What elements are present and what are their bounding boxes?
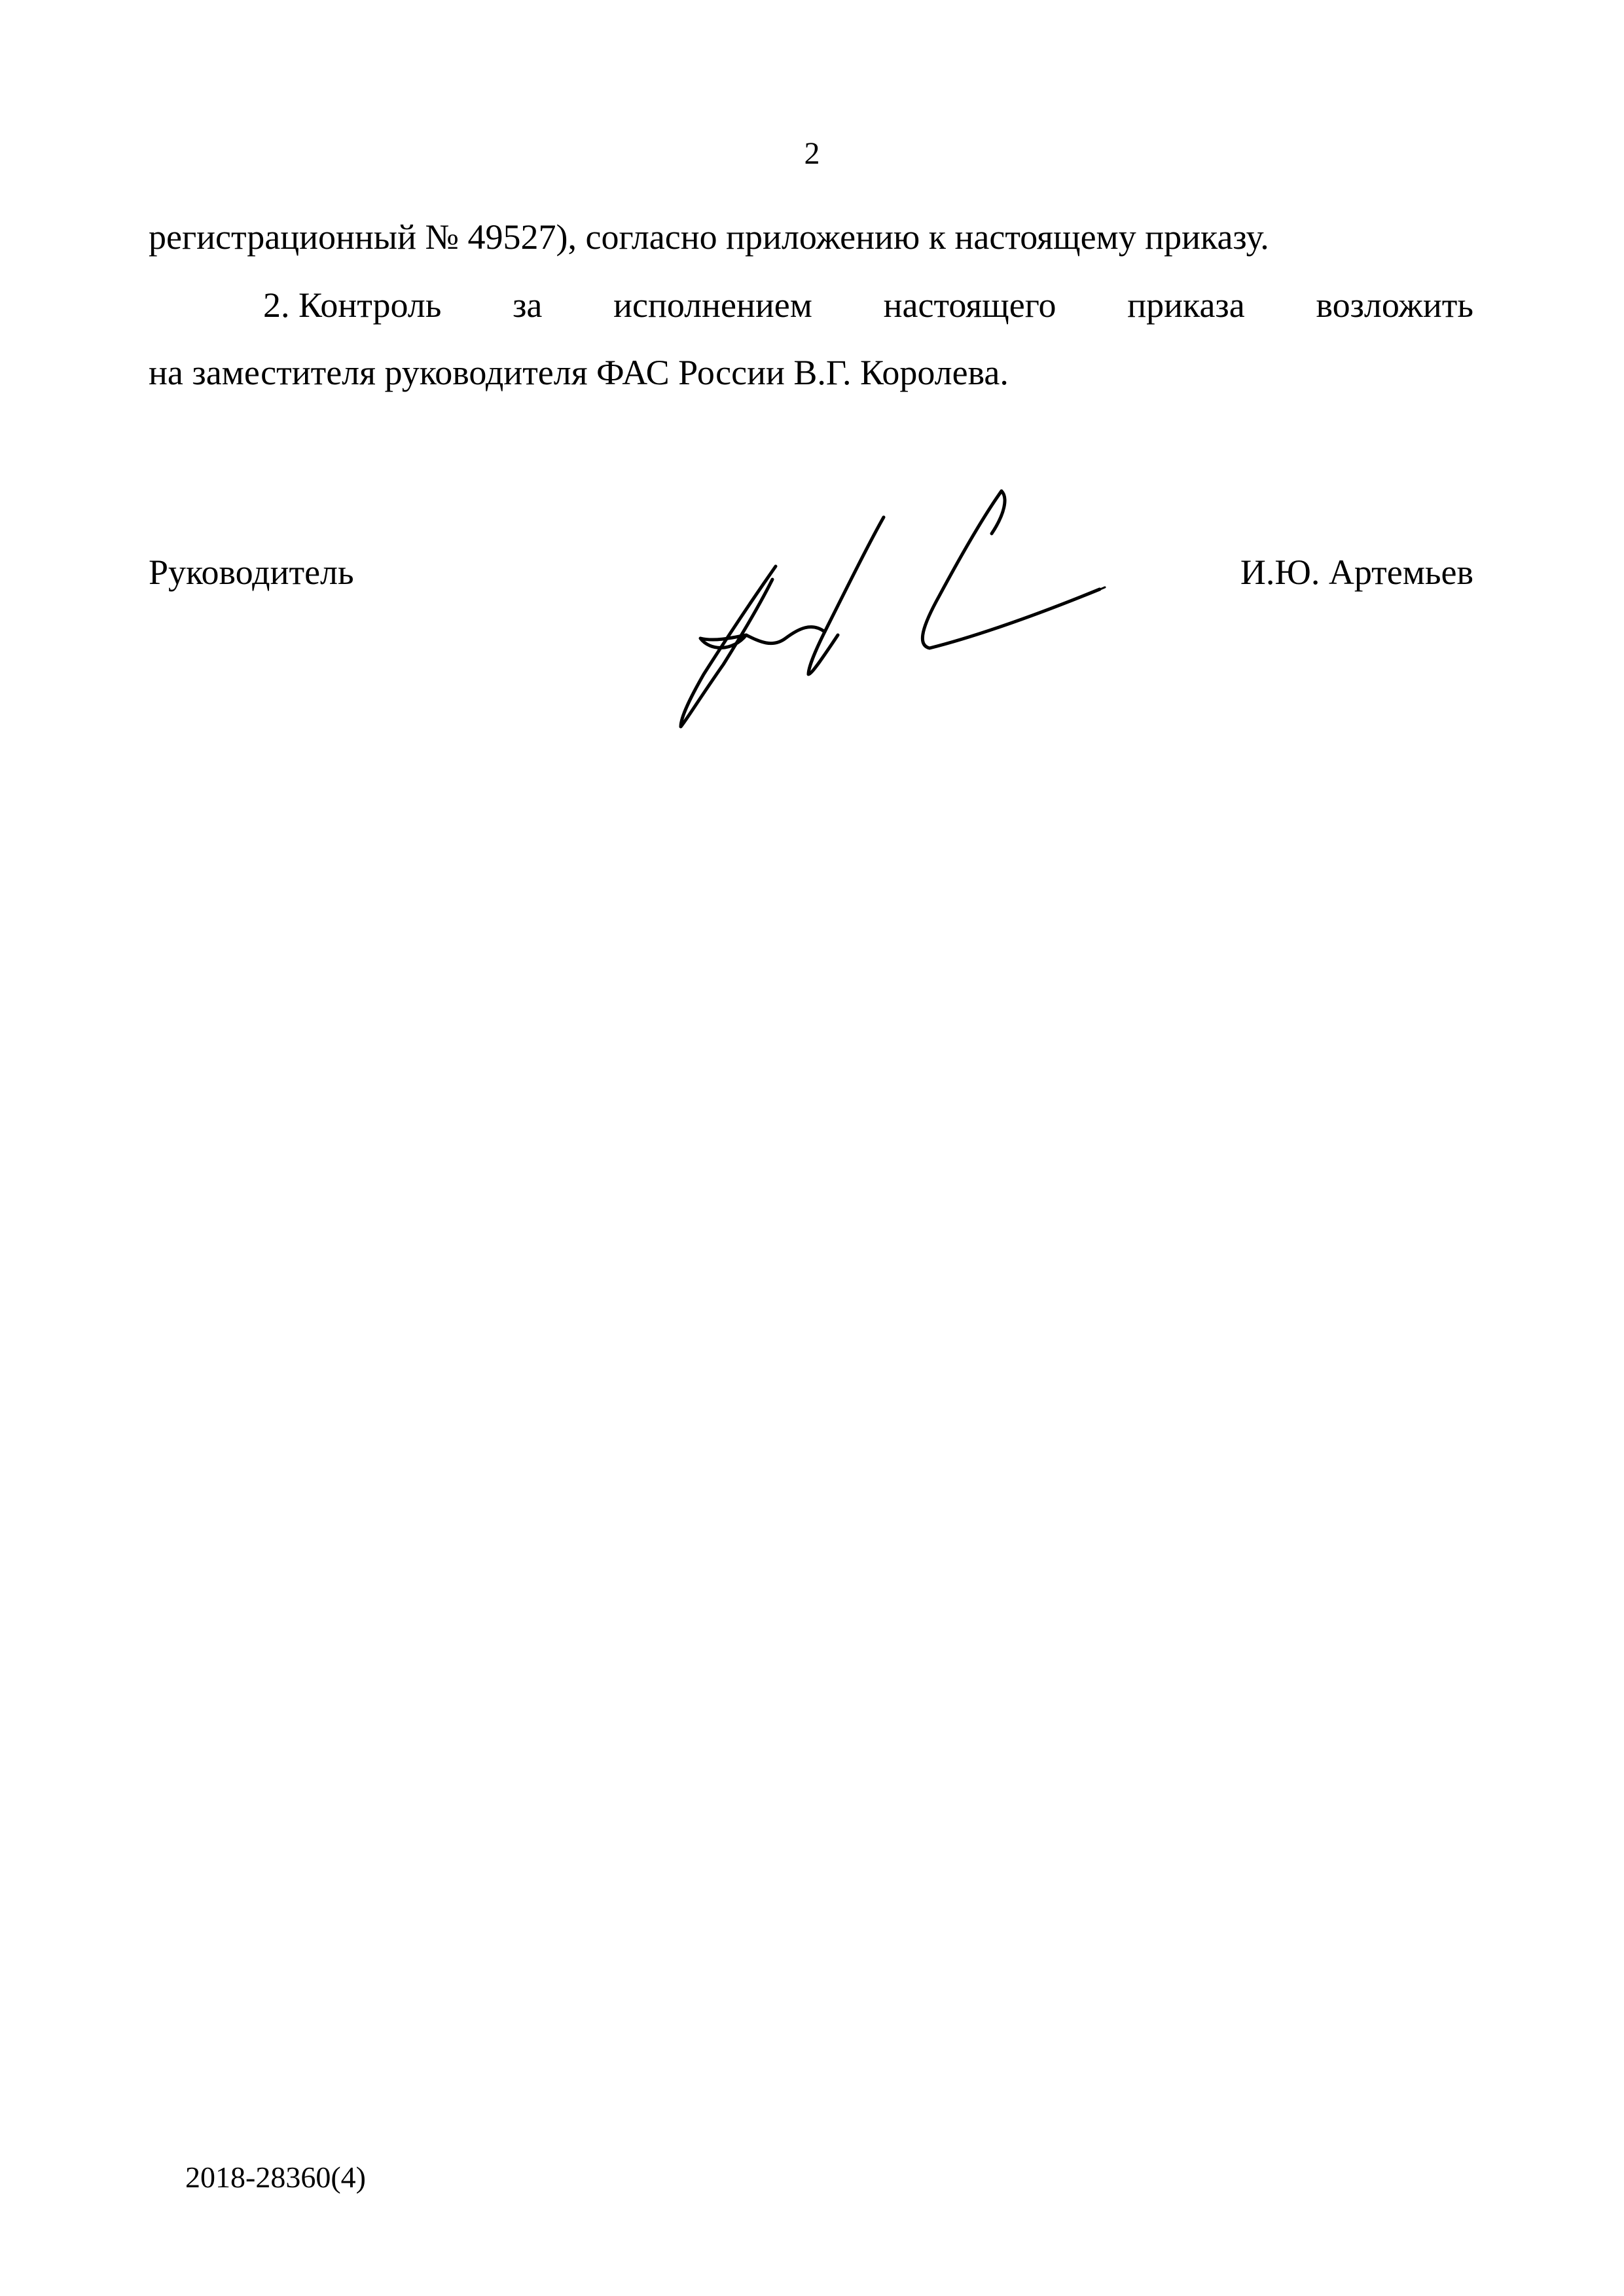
word-1: 2. Контроль	[263, 285, 442, 325]
word-3: исполнением	[613, 285, 812, 325]
word-5: приказа	[1127, 285, 1245, 325]
paragraph-line-2	[149, 283, 1473, 327]
paragraph-line-3: на заместителя руководителя ФАС России В.Г. Королева.	[149, 353, 1009, 392]
page-number: 2	[804, 136, 820, 171]
word-2: за	[513, 285, 543, 325]
word-4: настоящего	[883, 285, 1056, 325]
word-6: возложить	[1316, 285, 1473, 325]
handwritten-signature	[661, 488, 1106, 743]
signer-name: И.Ю. Артемьев	[1240, 553, 1473, 592]
signer-title: Руководитель	[149, 553, 354, 592]
paragraph-line-1: регистрационный № 49527), согласно приложению к настоящему приказу.	[149, 217, 1269, 257]
document-id: 2018-28360(4)	[185, 2160, 366, 2194]
